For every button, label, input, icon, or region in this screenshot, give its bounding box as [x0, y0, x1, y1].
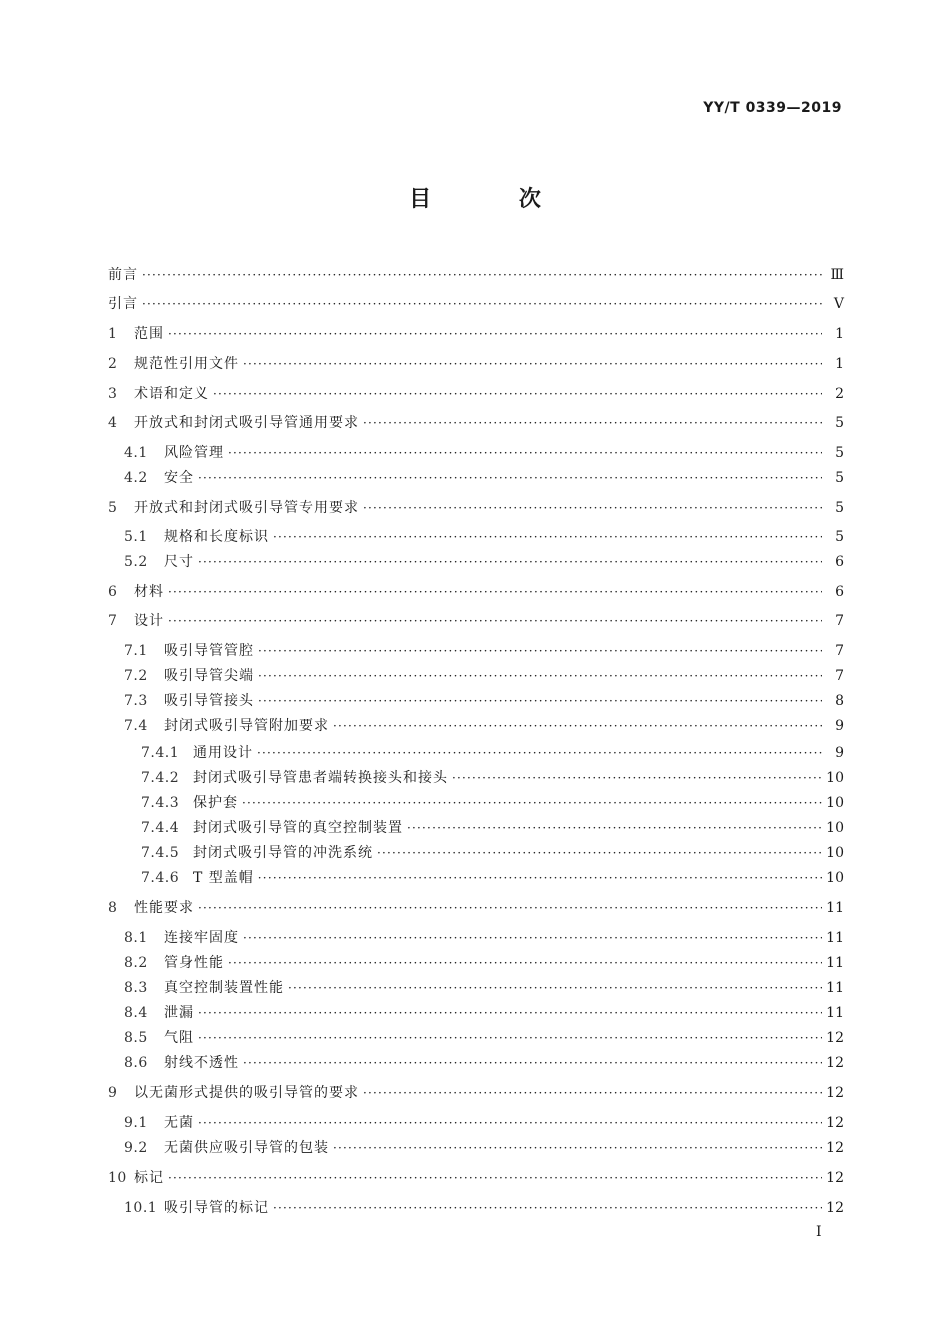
toc-entry-title: T 型盖帽 — [193, 870, 254, 886]
toc-entry[interactable] — [108, 526, 844, 548]
dot-leader — [142, 264, 822, 286]
dot-leader — [228, 952, 822, 974]
toc-entry-title: 泄漏 — [164, 1005, 194, 1021]
toc-entry[interactable] — [108, 1137, 844, 1159]
toc-entry-number: 10.1 — [124, 1200, 158, 1216]
toc-entry-title: 开放式和封闭式吸引导管专用要求 — [134, 500, 359, 516]
toc-entry-page: 10 — [826, 795, 844, 811]
toc-entry-page: 5 — [835, 529, 844, 545]
dot-leader — [258, 690, 822, 712]
dot-leader — [243, 1052, 822, 1074]
toc-entry[interactable] — [108, 467, 844, 489]
toc-entry[interactable] — [108, 610, 844, 632]
toc-entry-page: 11 — [826, 900, 844, 916]
toc-entry-page: Ⅴ — [833, 296, 844, 312]
toc-entry-number: 7.4.4 — [141, 820, 180, 836]
toc-entry-page: 10 — [826, 820, 844, 836]
toc-entry-number: 4 — [108, 415, 118, 431]
dot-leader — [377, 842, 822, 864]
toc-entry-number: 4.2 — [124, 470, 148, 486]
toc-entry-number: 7.4.5 — [141, 845, 180, 861]
toc-entry-title: 风险管理 — [164, 445, 224, 461]
dot-leader — [363, 497, 822, 519]
dot-leader — [198, 467, 822, 489]
toc-entry-title: 标记 — [134, 1170, 164, 1186]
toc-entry-number: 8.2 — [124, 955, 148, 971]
toc-entry-number: 9.2 — [124, 1140, 148, 1156]
toc-entry-page: 2 — [835, 386, 844, 402]
toc-entry-title: 设计 — [134, 613, 164, 629]
toc-entry[interactable] — [108, 897, 844, 919]
toc-entry[interactable] — [108, 383, 844, 405]
toc-entry[interactable] — [108, 323, 844, 345]
toc-entry-page: 12 — [826, 1170, 844, 1186]
dot-leader — [168, 323, 822, 345]
dot-leader — [168, 610, 822, 632]
toc-entry[interactable] — [108, 1027, 844, 1049]
toc-entry-number: 9 — [108, 1085, 118, 1101]
toc-entry[interactable] — [108, 1082, 844, 1104]
toc-entry-page: 5 — [835, 445, 844, 461]
toc-entry-title: 前言 — [108, 267, 138, 283]
toc-entry-title: 保护套 — [193, 795, 238, 811]
toc-entry[interactable] — [108, 497, 844, 519]
toc-entry-page: 12 — [826, 1200, 844, 1216]
toc-entry-page: 12 — [826, 1115, 844, 1131]
toc-entry-number: 7.3 — [124, 693, 148, 709]
toc-entry-page: 5 — [835, 470, 844, 486]
toc-entry[interactable] — [108, 715, 844, 737]
dot-leader — [258, 867, 822, 889]
toc-entry-page: 10 — [826, 845, 844, 861]
toc-entry[interactable] — [108, 353, 844, 375]
toc-entry[interactable] — [108, 665, 844, 687]
toc-entry[interactable] — [108, 842, 844, 864]
toc-entry-number: 8.4 — [124, 1005, 148, 1021]
toc-entry-number: 7.4 — [124, 718, 148, 734]
toc-entry-number: 9.1 — [124, 1115, 148, 1131]
toc-entry-number: 7.4.6 — [141, 870, 180, 886]
toc-entry-number: 4.1 — [124, 445, 148, 461]
toc-entry-title: 吸引导管接头 — [164, 693, 254, 709]
toc-entry-page: 8 — [835, 693, 844, 709]
toc-entry-number: 2 — [108, 356, 118, 372]
toc-entry-title: 规范性引用文件 — [134, 356, 239, 372]
toc-entry-page: 1 — [835, 356, 844, 372]
toc-entry-page: 12 — [826, 1140, 844, 1156]
toc-entry-title: 无菌 — [164, 1115, 194, 1131]
toc-entry-page: 5 — [835, 415, 844, 431]
toc-entry[interactable] — [108, 927, 844, 949]
dot-leader — [258, 640, 822, 662]
toc-entry-page: 1 — [835, 326, 844, 342]
toc-entry-title: 真空控制装置性能 — [164, 980, 284, 996]
toc-entry-page: 10 — [826, 870, 844, 886]
toc-entry-title: 吸引导管管腔 — [164, 643, 254, 659]
toc-entry-number: 7.2 — [124, 668, 148, 684]
dot-leader — [243, 353, 822, 375]
toc-entry-page: 6 — [835, 554, 844, 570]
dot-leader — [273, 526, 822, 548]
dot-leader — [228, 442, 822, 464]
dot-leader — [168, 1167, 822, 1189]
dot-leader — [198, 1002, 822, 1024]
toc-entry-title: 尺寸 — [164, 554, 194, 570]
dot-leader — [243, 927, 822, 949]
toc-entry-page: 7 — [835, 613, 844, 629]
toc-entry-title: 范围 — [134, 326, 164, 342]
dot-leader — [363, 412, 822, 434]
dot-leader — [198, 551, 822, 573]
toc-entry-title: 术语和定义 — [134, 386, 209, 402]
toc-entry-page: 11 — [826, 980, 844, 996]
toc-entry[interactable] — [108, 412, 844, 434]
toc-entry-number: 5 — [108, 500, 118, 516]
toc-entry-page: 5 — [835, 500, 844, 516]
toc-entry[interactable] — [108, 792, 844, 814]
toc-entry-number: 7.1 — [124, 643, 148, 659]
toc-entry-title: 开放式和封闭式吸引导管通用要求 — [134, 415, 359, 431]
toc-entry[interactable] — [108, 293, 844, 315]
toc-entry-title: 连接牢固度 — [164, 930, 239, 946]
toc-entry-title: 无菌供应吸引导管的包装 — [164, 1140, 329, 1156]
toc-entry-title: 通用设计 — [193, 745, 253, 761]
toc-entry[interactable] — [108, 977, 844, 999]
dot-leader — [142, 293, 822, 315]
toc-entry-number: 7 — [108, 613, 118, 629]
toc-entry[interactable] — [108, 442, 844, 464]
dot-leader — [407, 817, 822, 839]
toc-entry-number: 8.3 — [124, 980, 148, 996]
toc-entry-page: 12 — [826, 1030, 844, 1046]
toc-entry-page: 11 — [826, 930, 844, 946]
dot-leader — [198, 1112, 822, 1134]
toc-entry-title: 封闭式吸引导管患者端转换接头和接头 — [193, 770, 448, 786]
toc-entry-page: 7 — [835, 643, 844, 659]
dot-leader — [242, 792, 822, 814]
toc-entry-page: 10 — [826, 770, 844, 786]
page-title: 目 次 — [409, 187, 581, 212]
toc-entry-page: 7 — [835, 668, 844, 684]
toc-entry[interactable] — [108, 1112, 844, 1134]
dot-leader — [333, 715, 822, 737]
toc-entry[interactable] — [108, 1167, 844, 1189]
dot-leader — [363, 1082, 822, 1104]
toc-entry[interactable] — [108, 264, 844, 286]
toc-entry[interactable] — [108, 867, 844, 889]
toc-entry-number: 10 — [108, 1170, 127, 1186]
toc-entry-page: 11 — [826, 955, 844, 971]
toc-entry-title: 引言 — [108, 296, 138, 312]
toc-entry-number: 7.4.1 — [141, 745, 180, 761]
dot-leader — [198, 1027, 822, 1049]
toc-entry-page: 12 — [826, 1055, 844, 1071]
dot-leader — [257, 742, 822, 764]
toc-entry-page: 12 — [826, 1085, 844, 1101]
toc-entry-number: 8.1 — [124, 930, 148, 946]
toc-entry-title: 管身性能 — [164, 955, 224, 971]
document-code: YY/T 0339—2019 — [703, 100, 842, 116]
toc-entry-page: 11 — [826, 1005, 844, 1021]
toc-entry-title: 性能要求 — [134, 900, 194, 916]
dot-leader — [273, 1197, 822, 1219]
toc-entry-title: 射线不透性 — [164, 1055, 239, 1071]
toc-entry-title: 封闭式吸引导管附加要求 — [164, 718, 329, 734]
toc-entry-page: 9 — [835, 718, 844, 734]
toc-entry-number: 6 — [108, 584, 118, 600]
toc-entry[interactable] — [108, 1197, 844, 1219]
dot-leader — [213, 383, 822, 405]
toc-entry-number: 1 — [108, 326, 118, 342]
toc-entry-number: 7.4.2 — [141, 770, 180, 786]
dot-leader — [258, 665, 822, 687]
toc-entry[interactable] — [108, 742, 844, 764]
toc-entry-number: 7.4.3 — [141, 795, 180, 811]
dot-leader — [452, 767, 822, 789]
toc-entry-title: 气阻 — [164, 1030, 194, 1046]
toc-entry[interactable] — [108, 952, 844, 974]
toc-entry[interactable] — [108, 767, 844, 789]
dot-leader — [168, 581, 822, 603]
toc-entry-page: 6 — [835, 584, 844, 600]
toc-entry-title: 规格和长度标识 — [164, 529, 269, 545]
toc-entry-title: 安全 — [164, 470, 194, 486]
toc-entry[interactable] — [108, 581, 844, 603]
dot-leader — [333, 1137, 822, 1159]
toc-entry-number: 8.5 — [124, 1030, 148, 1046]
toc-entry-number: 5.1 — [124, 529, 148, 545]
toc-entry-page: 9 — [835, 745, 844, 761]
toc-entry-number: 8 — [108, 900, 118, 916]
toc-entry-number: 8.6 — [124, 1055, 148, 1071]
toc-entry-title: 封闭式吸引导管的真空控制装置 — [193, 820, 403, 836]
toc-entry-title: 封闭式吸引导管的冲洗系统 — [193, 845, 373, 861]
toc-entry-title: 吸引导管尖端 — [164, 668, 254, 684]
dot-leader — [288, 977, 822, 999]
toc-entry[interactable] — [108, 551, 844, 573]
toc-entry[interactable] — [108, 640, 844, 662]
toc-entry[interactable] — [108, 690, 844, 712]
toc-entry-page: Ⅲ — [830, 267, 844, 283]
toc-entry[interactable] — [108, 1052, 844, 1074]
toc-entry-title: 以无菌形式提供的吸引导管的要求 — [134, 1085, 359, 1101]
toc-entry-number: 3 — [108, 386, 118, 402]
toc-entry-title: 材料 — [134, 584, 164, 600]
toc-entry[interactable] — [108, 1002, 844, 1024]
toc-entry-title: 吸引导管的标记 — [164, 1200, 269, 1216]
toc-entry-number: 5.2 — [124, 554, 148, 570]
toc-entry[interactable] — [108, 817, 844, 839]
dot-leader — [198, 897, 822, 919]
page-number: I — [816, 1224, 822, 1240]
